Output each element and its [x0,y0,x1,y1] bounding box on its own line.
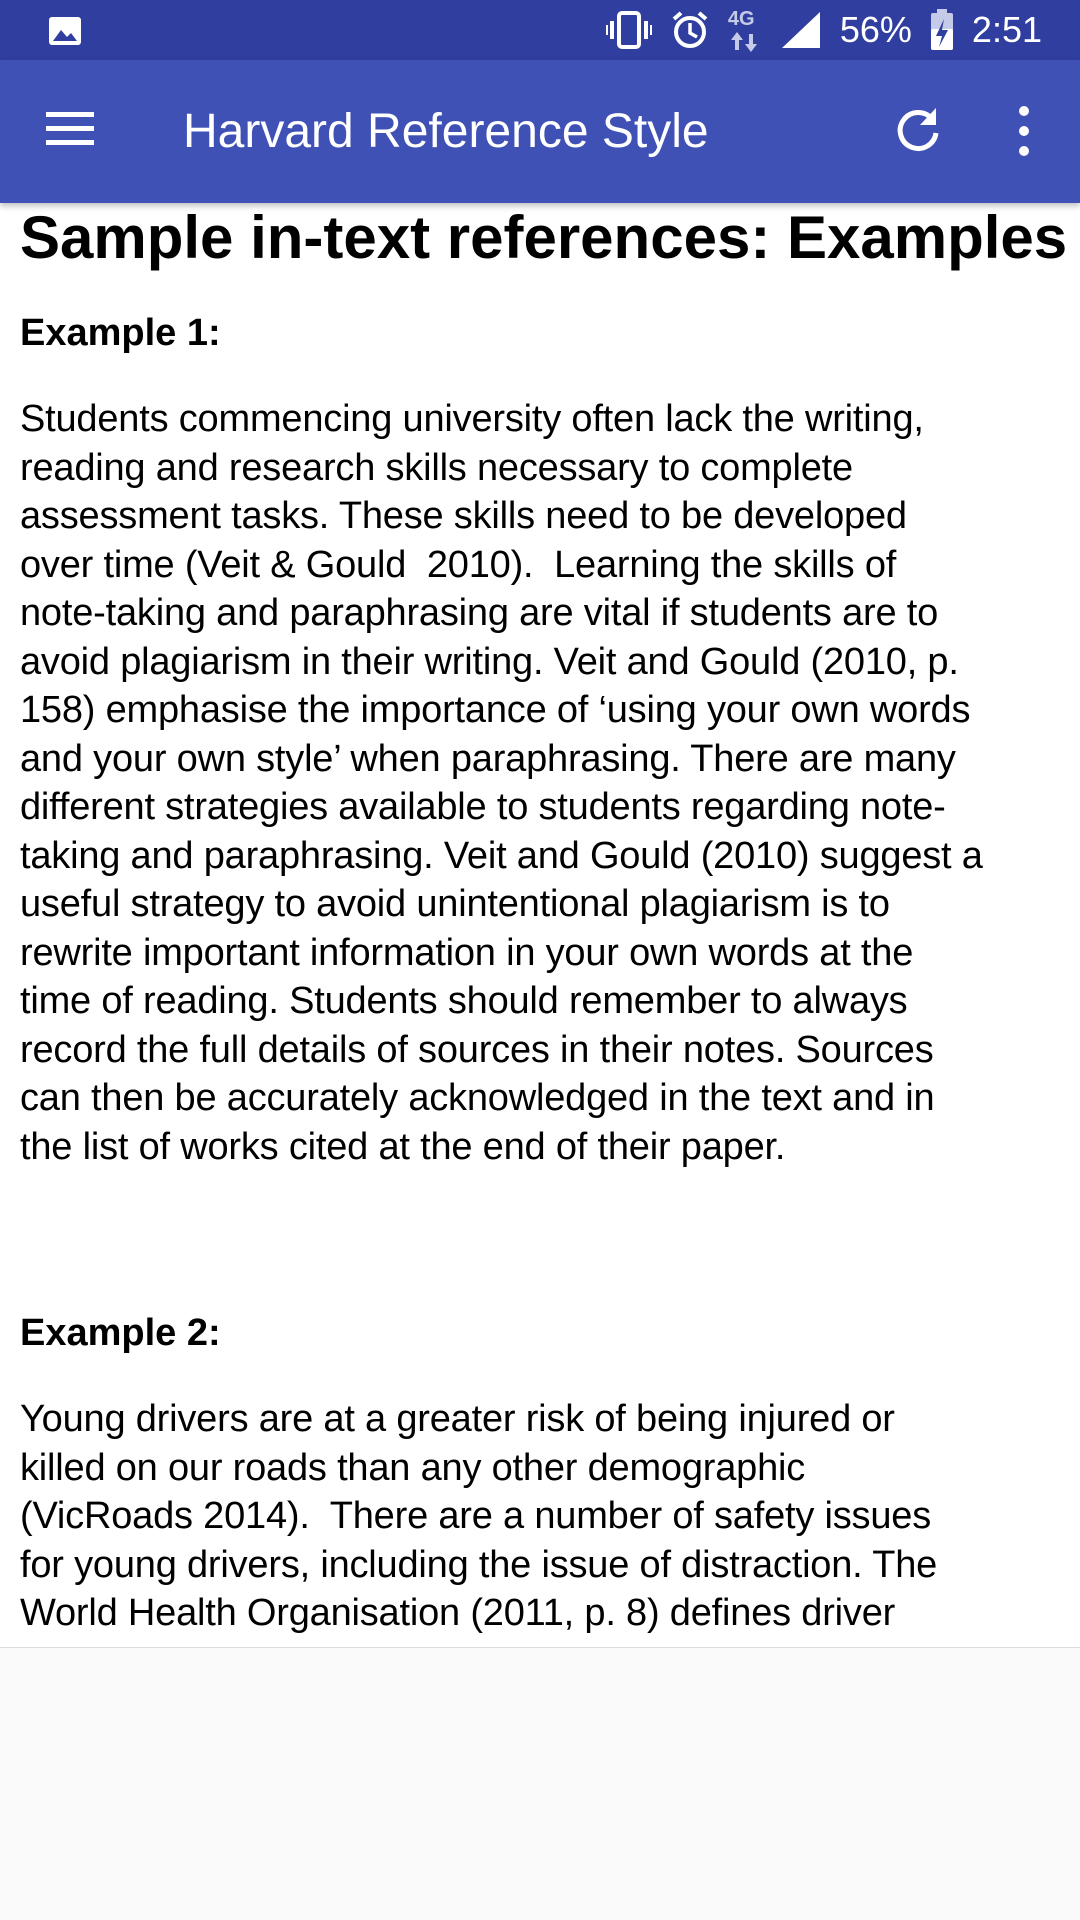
text-line: the list of works cited at the end of their paper. [20,1125,786,1168]
bottom-empty-area [0,1648,1080,1920]
example-2-heading: Example 2: [20,1312,221,1354]
status-bar [0,0,1080,60]
text-line: reading and research skills necessary to complete [20,446,853,489]
text-line: different strategies available to students regarding note- [20,786,946,828]
clock-time: 2:51 [971,9,1042,50]
text-line: note-taking and paraphrasing are vital if students are to [20,592,939,634]
network-4g-icon [728,8,762,52]
menu-icon[interactable] [44,109,96,149]
article-content[interactable] [0,203,1080,1648]
text-line: rewrite important information in your own words at the [20,931,914,974]
text-line: Students commencing university often lack the writing, [20,398,924,440]
more-vert-icon[interactable] [1012,104,1036,158]
example-2-paragraph [20,1395,1060,1638]
example-1-heading: Example 1: [20,312,221,354]
app-title: Harvard Reference Style [183,105,709,158]
app-bar [0,60,1080,203]
text-line: taking and paraphrasing. Veit and Gould (2010) suggest a [20,834,983,877]
text-line: and your own style’ when paraphrasing. There are many [20,737,956,780]
example-1-paragraph [20,395,1060,1171]
text-line: record the full details of sources in their notes. Sources [20,1028,934,1071]
alarm-icon [670,10,710,50]
battery-percent: 56% [839,9,912,50]
text-line: for young drivers, including the issue of distraction. The [20,1543,938,1586]
text-line: World Health Organisation (2011, p. 8) defines driver [20,1592,896,1634]
page-title: Sample in-text references: Examples [20,204,1068,271]
text-line: can then be accurately acknowledged in the text and in [20,1077,935,1119]
text-line: (VicRoads 2014). There are a number of safety issues [20,1495,932,1537]
text-line: killed on our roads than any other demographic [20,1446,806,1489]
image-icon [48,16,82,46]
vibrate-icon [606,11,652,49]
refresh-icon[interactable] [892,105,944,157]
signal-icon [780,10,822,50]
text-line: 158) emphasise the importance of ‘using your own words [20,689,971,731]
text-line: useful strategy to avoid unintentional plagiarism is to [20,883,890,925]
text-line: over time (Veit & Gould 2010). Learning the skills of [20,543,897,586]
text-line: assessment tasks. These skills need to be developed [20,495,907,537]
network-type-label: 4G [727,8,755,30]
text-line: Young drivers are at a greater risk of being injured or [20,1398,895,1440]
text-line: time of reading. Students should remember to always [20,980,908,1022]
text-line: avoid plagiarism in their writing. Veit and Gould (2010, p. [20,640,959,683]
battery-icon [930,9,954,51]
